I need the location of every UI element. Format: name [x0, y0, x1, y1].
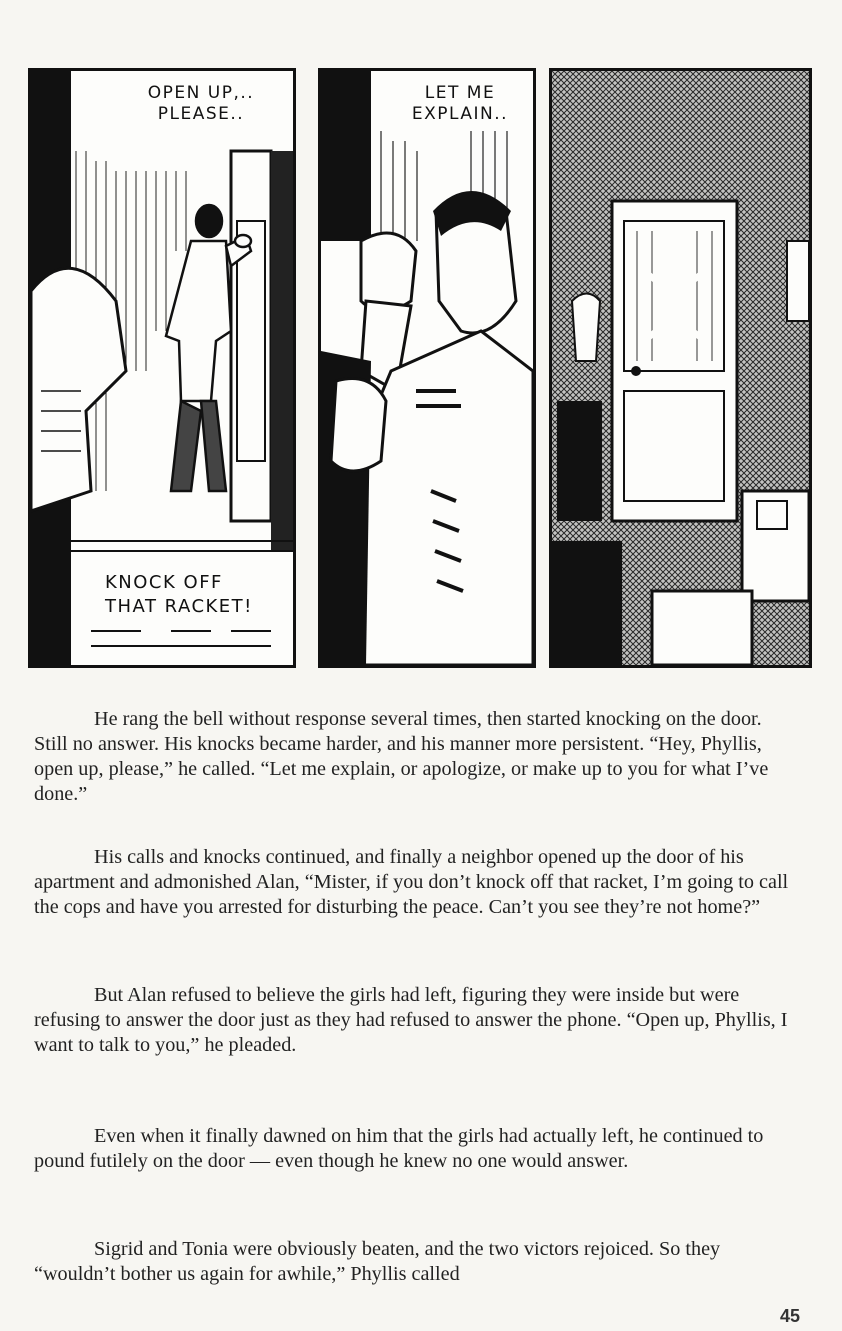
comic-panel-3 — [549, 68, 812, 668]
speech-balloon-line: EXPLAIN.. — [411, 104, 509, 124]
speech-balloon-knock-off — [101, 569, 296, 621]
body-paragraph-3 — [34, 983, 794, 1058]
panel-2-illustration — [321, 71, 533, 665]
speech-balloon-line: THAT RACKET! — [105, 596, 253, 617]
panel-3-illustration — [552, 71, 809, 665]
paragraph-text: His calls and knocks continued, and finally a neighbor opened up the door of his apartment and admonished Alan, “Mister, if you don’t knock off that racket, I’m going to call the cops and have you arrested for disturbing the peace. Can’t you see they’re not home?” — [34, 846, 789, 918]
paragraph-text: Even when it finally dawned on him that the girls had actually left, he continued to pound futilely on the door — even though he knew no one would answer. — [34, 1125, 764, 1172]
speech-balloon-let-me-explain — [391, 81, 529, 127]
speech-balloon-line: PLEASE.. — [157, 104, 245, 124]
paragraph-text: But Alan refused to believe the girls had left, figuring they were inside but were refusing to answer the door just as they had refused to answer the phone. “Open up, Phyllis, I want to talk to you,” he pleaded. — [34, 984, 788, 1056]
speech-balloon-open-up — [117, 81, 285, 127]
body-paragraph-5 — [34, 1237, 794, 1287]
body-paragraph-2 — [34, 845, 794, 920]
body-paragraph-4 — [34, 1124, 794, 1174]
body-paragraph-1 — [34, 707, 794, 807]
speech-balloon-line: LET ME — [424, 83, 496, 103]
page-number: 45 — [780, 1306, 801, 1326]
paragraph-text: Sigrid and Tonia were obviously beaten, and the two victors rejoiced. So they “wouldn’t bother us again for awhile,” Phyllis called — [34, 1238, 721, 1285]
comic-panel-1 — [28, 68, 296, 668]
comic-panel-2 — [318, 68, 536, 668]
paragraph-text: He rang the bell without response several times, then started knocking on the door. Still no answer. His knocks became harder, and his manner more persistent. “Hey, Phyllis, open up, please,” he called. “Let me explain, or apologize, or make up to you for what I’ve done.” — [34, 708, 769, 805]
speech-balloon-line: KNOCK OFF — [105, 572, 223, 593]
speech-balloon-line: OPEN UP,.. — [147, 83, 255, 103]
